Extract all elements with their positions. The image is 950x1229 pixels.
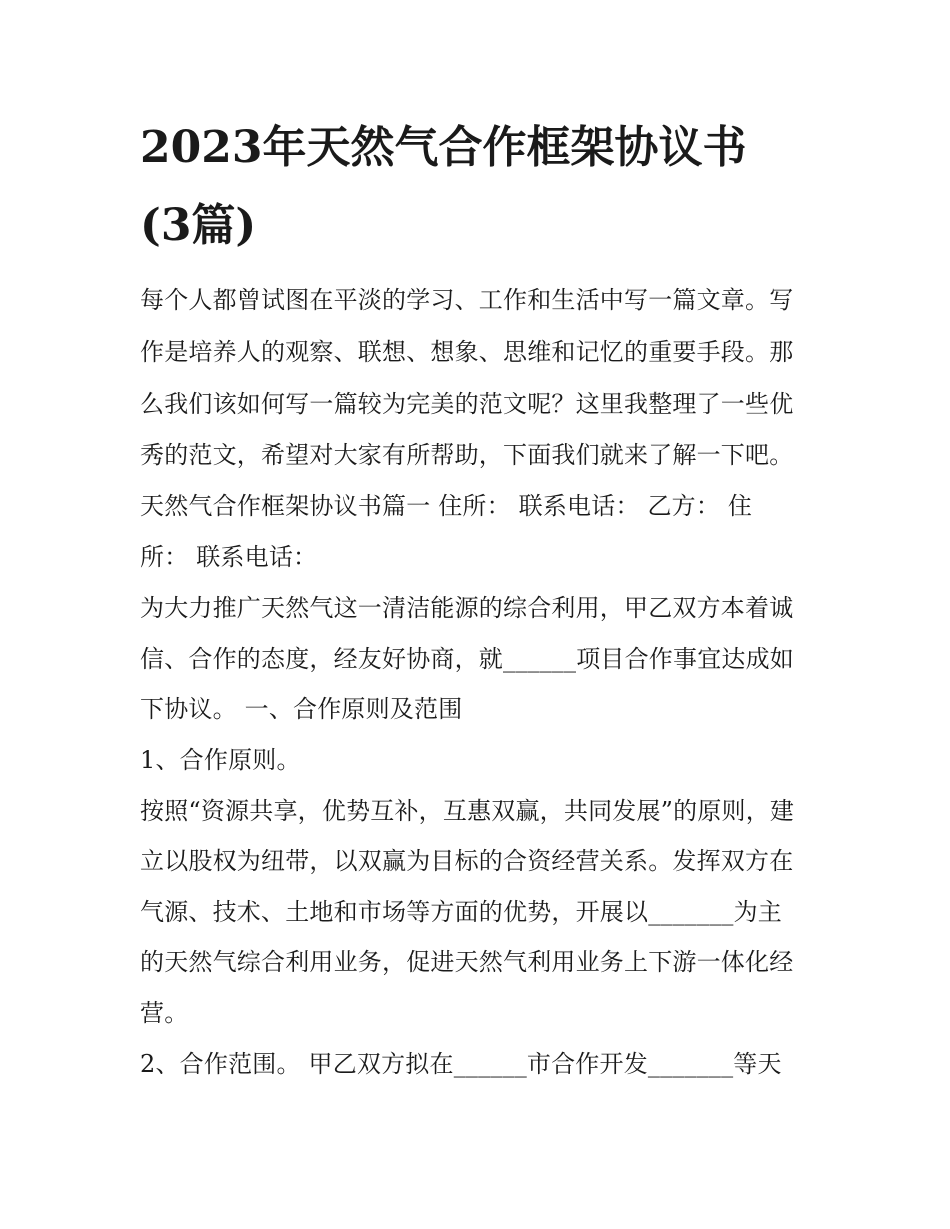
body-line: 么我们该如何写一篇较为完美的范文呢？这里我整理了一些优 xyxy=(140,390,794,418)
body-line: 2、合作范围。 甲乙双方拟在______市合作开发_______等天 xyxy=(140,1050,782,1078)
body-line: 的天然气综合利用业务，促进天然气利用业务上下游一体化经 xyxy=(140,948,794,976)
body-line: 营。 xyxy=(140,999,189,1027)
body-line: 按照“资源共享，优势互补，互惠双赢，共同发展”的原则，建 xyxy=(140,797,795,825)
body-line: 每个人都曾试图在平淡的学习、工作和生活中写一篇文章。写 xyxy=(140,286,794,314)
body-line: 天然气合作框架协议书篇一 住所： 联系电话： 乙方： 住 xyxy=(140,492,753,520)
body-line: 立以股权为纽带，以双赢为目标的合资经营关系。发挥双方在 xyxy=(140,847,794,875)
body-line: 作是培养人的观察、联想、想象、思维和记忆的重要手段。那 xyxy=(140,338,794,366)
body-line: 气源、技术、土地和市场等方面的优势，开展以_______为主 xyxy=(140,898,782,926)
body-line: 所： 联系电话： xyxy=(140,543,318,571)
body-line: 1、合作原则。 xyxy=(140,746,301,774)
body-line: 信、合作的态度，经友好协商，就______项目合作事宜达成如 xyxy=(140,645,794,673)
document-title-line-1: 2023年天然气合作框架协议书 xyxy=(140,122,747,173)
body-line: 秀的范文，希望对大家有所帮助，下面我们就来了解一下吧。 xyxy=(140,441,794,469)
body-line: 下协议。 一、合作原则及范围 xyxy=(140,695,463,723)
document-title-line-2: (3篇) xyxy=(140,200,257,251)
body-line: 为大力推广天然气这一清洁能源的综合利用，甲乙双方本着诚 xyxy=(140,594,794,622)
